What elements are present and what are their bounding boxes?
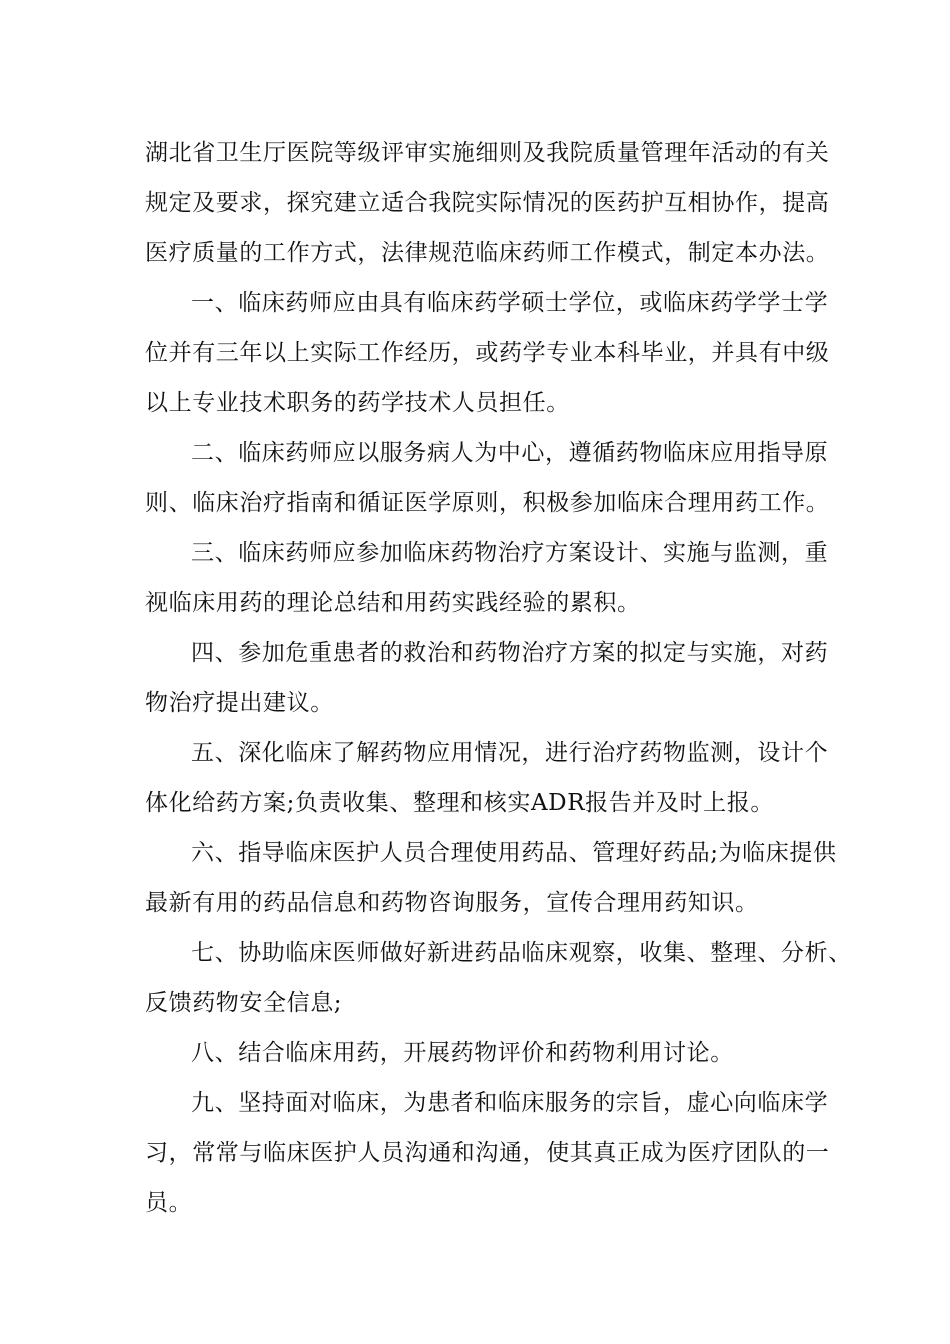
text-line: 二、临床药师应以服务病人为中心，遵循药物临床应用指导原: [191, 440, 829, 466]
paragraph-item-4: [145, 628, 829, 728]
text-line: 八、结合临床用药，开展药物评价和药物利用讨论。: [191, 1040, 734, 1066]
text-line: 则、临床治疗指南和循证医学原则，积极参加临床合理用药工作。: [145, 490, 830, 516]
text-line: 最新有用的药品信息和药物咨询服务，宣传合理用药知识。: [145, 890, 759, 916]
text-line: 七、协助临床医师做好新进药品临床观察，收集、整理、分析、: [191, 940, 852, 966]
text-line: 位并有三年以上实际工作经历，或药学专业本科毕业，并具有中级: [145, 340, 830, 366]
text-line: 六、指导临床医护人员合理使用药品、管理好药品;为临床提供: [191, 840, 837, 866]
text-line: 湖北省卫生厅医院等级评审实施细则及我院质量管理年活动的有关: [145, 140, 830, 166]
paragraph-intro: [145, 128, 830, 278]
paragraph-item-3: [145, 528, 829, 628]
document-body: [145, 128, 852, 1228]
text-line: 反馈药物安全信息;: [145, 990, 343, 1016]
text-line: 九、坚持面对临床，为患者和临床服务的宗旨，虚心向临床学: [191, 1090, 829, 1116]
text-line: 员。: [145, 1190, 193, 1216]
paragraph-item-7: [145, 928, 852, 1028]
text-line: 五、深化临床了解药物应用情况，进行治疗药物监测，设计个: [191, 740, 829, 766]
text-line: 以上专业技术职务的药学技术人员担任。: [145, 390, 570, 416]
text-line: 医疗质量的工作方式，法律规范临床药师工作模式，制定本办法。: [145, 240, 830, 266]
text-line: 一、临床药师应由具有临床药学硕士学位，或临床药学学士学: [191, 290, 829, 316]
paragraph-item-2: [145, 428, 830, 528]
text-line: 习，常常与临床医护人员沟通和沟通，使其真正成为医疗团队的一: [145, 1140, 830, 1166]
text-line: 视临床用药的理论总结和用药实践经验的累积。: [145, 590, 641, 616]
paragraph-item-5: [145, 728, 829, 828]
text-line: 三、临床药师应参加临床药物治疗方案设计、实施与监测，重: [191, 540, 829, 566]
text-line: 四、参加危重患者的救治和药物治疗方案的拟定与实施，对药: [191, 640, 829, 666]
paragraph-item-1: [145, 278, 830, 428]
paragraph-item-6: [145, 828, 837, 928]
text-line: 体化给药方案;负责收集、整理和核实ADR报告并及时上报。: [145, 790, 774, 816]
paragraph-item-9: [145, 1078, 830, 1228]
text-line: 物治疗提出建议。: [145, 690, 334, 716]
text-line: 规定及要求，探究建立适合我院实际情况的医药护互相协作，提高: [145, 190, 830, 216]
paragraph-item-8: [145, 1028, 825, 1078]
